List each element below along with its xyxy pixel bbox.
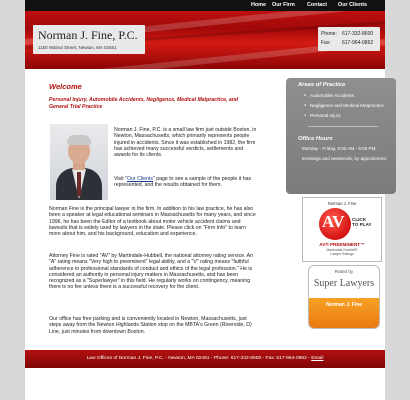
- av-preeminent: AV® PREEMINENT™: [319, 242, 365, 247]
- visit-text-post: " page to see a sample of the people it has represented, and the results obtained for them.: [114, 176, 252, 189]
- footer-email-link[interactable]: Email: [311, 356, 324, 361]
- site-container: [25, 0, 388, 400]
- photo-tie: [77, 172, 81, 196]
- hours-heading: Office Hours: [298, 136, 333, 142]
- rating-paragraph: Attorney Fine is rated "AV" by Martindale-Hubbell, the national attorney rating service. An "A" rating means "Very high to preeminent" legal ability, and a "V" rating means "faithful adherence to professional standards of conduct and ethics of the legal profession." He is considered an authority in personal injury matters in Massachusetts, and has been recognized as a "Superlawyer" in this field. He regularly works on contingency, meaning there is no fee unless there is a successful recovery for the client.: [49, 253, 253, 291]
- firm-name[interactable]: Norman J. Fine, P.C.: [38, 28, 138, 42]
- practice-item[interactable]: ● Personal Injury: [310, 113, 341, 118]
- nav-home-link[interactable]: Home: [251, 2, 266, 8]
- footer-info: Law Offices of Norman J. Fine, P.C. - Newton, MA 02461 - Phone: 617-332-8600 - Fax: 617-964-0862 -: [86, 356, 312, 361]
- practice-item[interactable]: ● Automobile Accidents: [310, 93, 354, 98]
- fax-label: Fax:: [321, 40, 331, 46]
- footer-bar: [25, 350, 385, 368]
- visit-text-pre: Visit ": [114, 176, 127, 182]
- sl-lawyer-name: Norman J. Fine: [325, 302, 363, 308]
- nav-our-clients-link[interactable]: Our Clients: [338, 2, 368, 8]
- photo-hair: [67, 135, 91, 145]
- location-paragraph: Our office has free parking and is conveniently located in Newton, Massachusetts, just steps away from the Newton Highlands Station stop on the MBTA's Green (Riverside, D) Line, just minutes from downtown Boston.: [49, 316, 252, 335]
- av-sub-line1: Martindale-Hubbell®: [326, 248, 358, 252]
- fax-number: 617-964-0862: [342, 40, 374, 46]
- av-subtitle: [303, 248, 381, 256]
- av-letters: AV: [322, 212, 345, 231]
- firm-address: 1150 Walnut Street, Newton, MA 02461: [38, 45, 117, 50]
- av-badge-name: Norman J. Fine: [327, 201, 357, 206]
- phone-label: Phone:: [321, 31, 337, 37]
- top-nav: [25, 0, 385, 11]
- our-clients-link[interactable]: Our Clients: [127, 176, 153, 182]
- av-sub-line2: Lawyer Ratings: [330, 252, 354, 256]
- page-title: Welcome: [49, 82, 82, 91]
- nav-contact-link[interactable]: Contact: [307, 2, 328, 8]
- superlawyers-badge[interactable]: [308, 265, 380, 329]
- practice-subtitle: Personal Injury, Automobile Accidents, Negligence, Medical Malpractice, and General Trial Practice: [49, 97, 239, 110]
- practice-heading: Areas of Practice: [298, 82, 346, 88]
- bio-paragraph: Norman Fine is the principal lawyer in the firm. In addition to his law practice, he has also been a speaker at legal educational seminars in Massachusetts for many years, and since 1996, he has been the Editor of a textbook about motor vehicle accident claims and lawsuits that is widely used by lawyers in the state. Please click on "Firm Info" to learn more about him, and his background, education and experience.: [49, 206, 256, 238]
- attorney-photo: [50, 124, 108, 200]
- contact-panel: [318, 27, 380, 51]
- av-click-to-play[interactable]: [352, 217, 371, 227]
- av-click-line2: TO PLAY: [352, 222, 372, 228]
- nav-our-firm-link[interactable]: Our Firm: [272, 2, 295, 8]
- visit-paragraph: [114, 176, 257, 189]
- hours-weekend: Evenings and weekends, by appointment.: [302, 156, 388, 161]
- footer-text: [25, 356, 385, 361]
- av-rating-badge[interactable]: [302, 197, 382, 262]
- sidebar-divider: [308, 126, 378, 127]
- phone-number: 617-332-8600: [342, 31, 374, 37]
- sl-rated-by: Rated by: [334, 269, 354, 274]
- hours-weekday: Monday - Friday, 9:00 AM - 5:00 PM.: [302, 146, 377, 151]
- av-click-line1: CLICK: [352, 217, 367, 222]
- header-banner: [25, 11, 385, 69]
- sl-title: Super Lawyers: [313, 278, 375, 289]
- intro-paragraph: Norman J. Fine, P.C. is a small law firm just outside Boston, in Newton, Massachusetts, which primarily represents people injured in accidents. Since it was established in 1982, the firm has achieved many successful verdicts, settlements and awards for its clients.: [114, 127, 257, 159]
- practice-item[interactable]: ● Negligence and Medical Malpractice: [310, 103, 384, 108]
